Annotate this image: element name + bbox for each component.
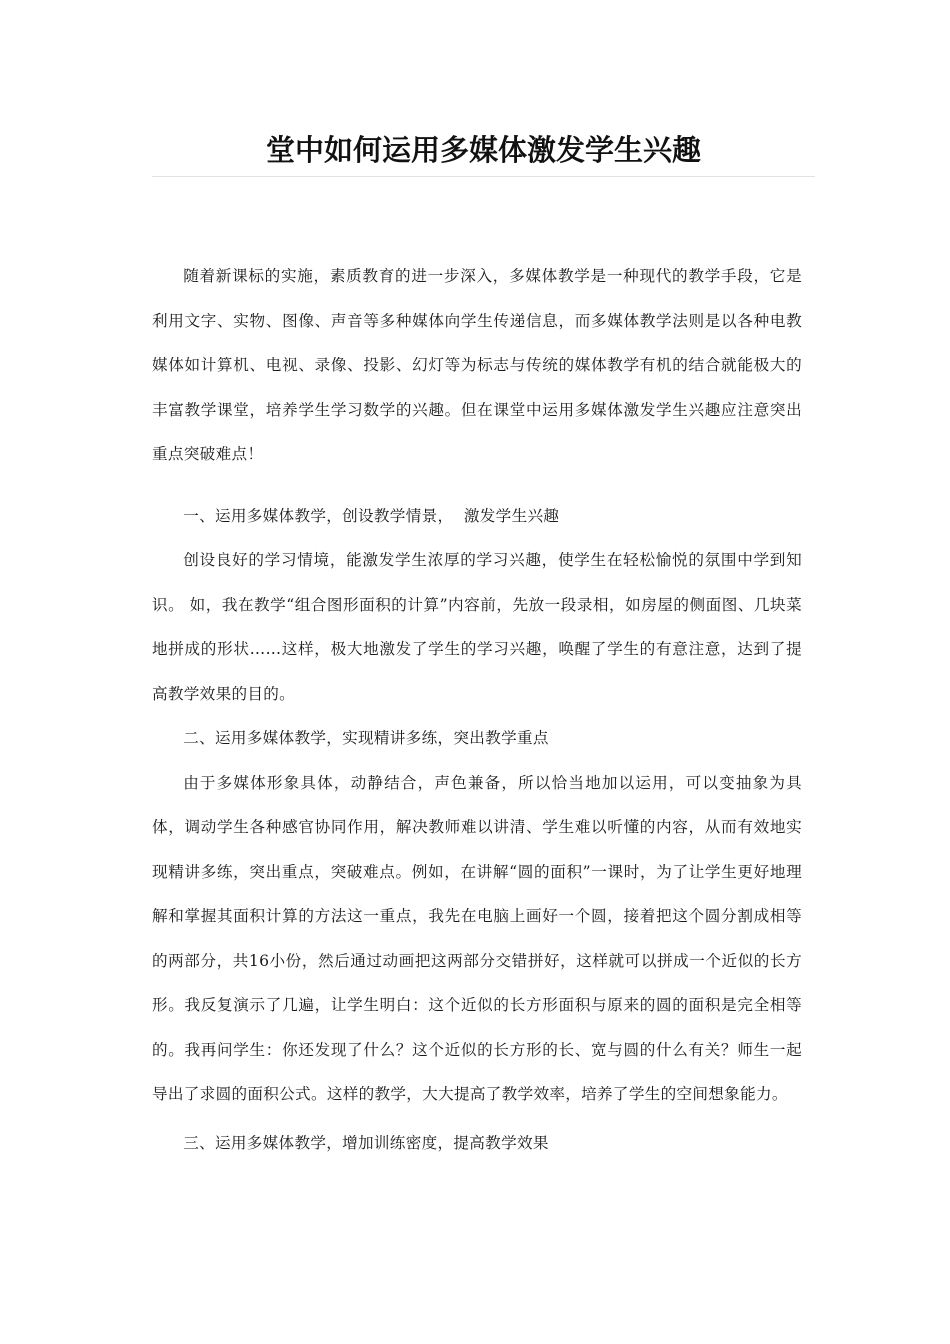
section-body-1: 创设良好的学习情境，能激发学生浓厚的学习兴趣，使学生在轻松愉悦的氛围中学到知识。 如，我在教学“组合图形面积的计算”内容前，先放一段录相，如房屋的侧面图、几块菜地拼成的形状……这样，极大地激发了学生的学习兴趣，唤醒了学生的有意注意，达到了提高教学效果的目的。 [152, 551, 802, 703]
title-divider [152, 176, 815, 177]
section-heading-1: 一、运用多媒体教学，创设教学情景， 激发学生兴趣 [183, 506, 560, 525]
section-heading-3: 三、运用多媒体教学，增加训练密度，提高教学效果 [183, 1133, 549, 1152]
intro-paragraph: 随着新课标的实施，素质教育的进一步深入，多媒体教学是一种现代的教学手段，它是利用文字、实物、图像、声音等多种媒体向学生传递信息，而多媒体教学法则是以各种电教媒体如计算机、电视、录像、投影、幻灯等为标志与传统的媒体教学有机的结合就能极大的丰富教学课堂，培养学生学习数学的兴趣。但在课堂中运用多媒体激发学生兴趣应注意突出重点突破难点！ [152, 267, 802, 463]
section-heading-2: 二、运用多媒体教学，实现精讲多练，突出教学重点 [183, 729, 549, 747]
section-body-2: 由于多媒体形象具体，动静结合，声色兼备，所以恰当地加以运用，可以变抽象为具体，调动学生各种感官协同作用，解决教师难以讲清、学生难以听懂的内容，从而有效地实现精讲多练，突出重点，突破难点。例如，在讲解“圆的面积”一课时，为了让学生更好地理解和掌握其面积计算的方法这一重点，我先在电脑上画好一个圆，接着把这个圆分割成相等的两部分，共16小份，然后通过动画把这两部分交错拼好，这样就可以拼成一个近似的长方形。我反复演示了几遍，让学生明白：这个近似的长方形面积与原来的圆的面积是完全相等的。我再问学生：你还发现了什么？这个近似的长方形的长、宽与圆的什么有关？师生一起导出了求圆的面积公式。这样的教学，大大提高了教学效率，培养了学生的空间想象能力。 [152, 773, 802, 1103]
document-body [152, 254, 802, 1165]
document-title: 堂中如何运用多媒体激发学生兴趣 [265, 133, 701, 167]
